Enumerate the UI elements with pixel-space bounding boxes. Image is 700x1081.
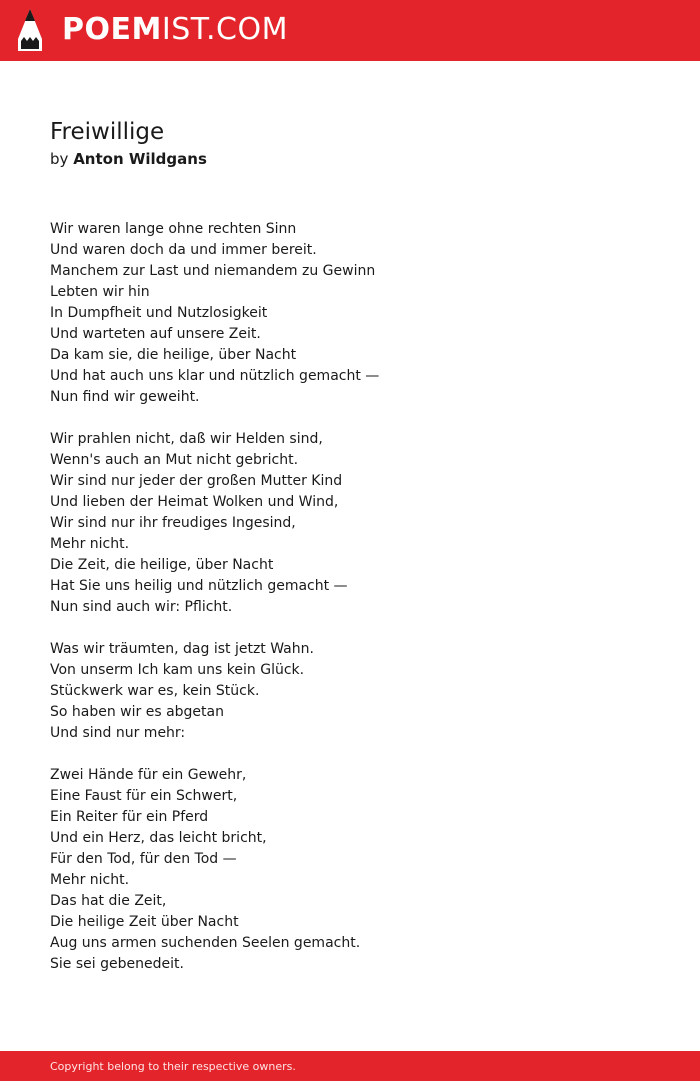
poem-line: Die Zeit, die heilige, über Nacht bbox=[50, 557, 274, 573]
author-name: Anton Wildgans bbox=[73, 150, 207, 168]
poem-line: Ein Reiter für ein Pferd bbox=[50, 809, 209, 825]
stanza bbox=[50, 429, 379, 618]
poem-line: Was wir träumten, dag ist jetzt Wahn. bbox=[50, 641, 314, 657]
poem-line: Das hat die Zeit, bbox=[50, 893, 167, 909]
stanza bbox=[50, 765, 379, 975]
poem-line: Und waren doch da und immer bereit. bbox=[50, 242, 317, 258]
poem-body bbox=[50, 219, 379, 996]
pencil-tip-icon bbox=[18, 9, 42, 51]
poem-line: Hat Sie uns heilig und nützlich gemacht — bbox=[50, 578, 348, 594]
poem-line: Eine Faust für ein Schwert, bbox=[50, 788, 238, 804]
by-label: by bbox=[50, 150, 69, 168]
poem-line: Und ein Herz, das leicht bricht, bbox=[50, 830, 267, 846]
poem-line: Aug uns armen suchenden Seelen gemacht. bbox=[50, 935, 361, 951]
poem-line: Wir sind nur ihr freudiges Ingesind, bbox=[50, 515, 296, 531]
poem-line: Und lieben der Heimat Wolken und Wind, bbox=[50, 494, 339, 510]
poem-line: Zwei Hände für ein Gewehr, bbox=[50, 767, 247, 783]
poem-line: Stückwerk war es, kein Stück. bbox=[50, 683, 260, 699]
site-logo[interactable] bbox=[62, 12, 288, 48]
poem-line: Wir prahlen nicht, daß wir Helden sind, bbox=[50, 431, 323, 447]
poem-line: So haben wir es abgetan bbox=[50, 704, 224, 720]
brand-rest: IST.COM bbox=[161, 12, 288, 47]
poem-title: Freiwillige bbox=[50, 119, 165, 145]
footer-bar bbox=[0, 1051, 700, 1081]
poem-line: Wir waren lange ohne rechten Sinn bbox=[50, 221, 297, 237]
poem-line: Mehr nicht. bbox=[50, 872, 130, 888]
poem-line: In Dumpfheit und Nutzlosigkeit bbox=[50, 305, 268, 321]
stanza bbox=[50, 639, 379, 744]
poem-line: Und warteten auf unsere Zeit. bbox=[50, 326, 261, 342]
poem-line: Sie sei gebenedeit. bbox=[50, 956, 184, 972]
poem-line: Von unserm Ich kam uns kein Glück. bbox=[50, 662, 305, 678]
poem-line: Manchem zur Last und niemandem zu Gewinn bbox=[50, 263, 376, 279]
poem-line: Mehr nicht. bbox=[50, 536, 130, 552]
poem-line: Da kam sie, die heilige, über Nacht bbox=[50, 347, 297, 363]
header-bar bbox=[0, 0, 700, 61]
poem-line: Lebten wir hin bbox=[50, 284, 150, 300]
poem-line: Und sind nur mehr: bbox=[50, 725, 186, 741]
stanza bbox=[50, 219, 379, 408]
poem-line: Nun find wir geweiht. bbox=[50, 389, 200, 405]
poem-line: Wir sind nur jeder der großen Mutter Kind bbox=[50, 473, 343, 489]
copyright-text: Copyright belong to their respective owners. bbox=[50, 1060, 296, 1073]
byline bbox=[50, 149, 207, 169]
poem-line: Und hat auch uns klar und nützlich gemacht — bbox=[50, 368, 380, 384]
poem-line: Die heilige Zeit über Nacht bbox=[50, 914, 239, 930]
brand-bold: POEM bbox=[62, 12, 162, 47]
poem-line: Wenn's auch an Mut nicht gebricht. bbox=[50, 452, 299, 468]
poem-line: Für den Tod, für den Tod — bbox=[50, 851, 237, 867]
poem-line: Nun sind auch wir: Pflicht. bbox=[50, 599, 233, 615]
